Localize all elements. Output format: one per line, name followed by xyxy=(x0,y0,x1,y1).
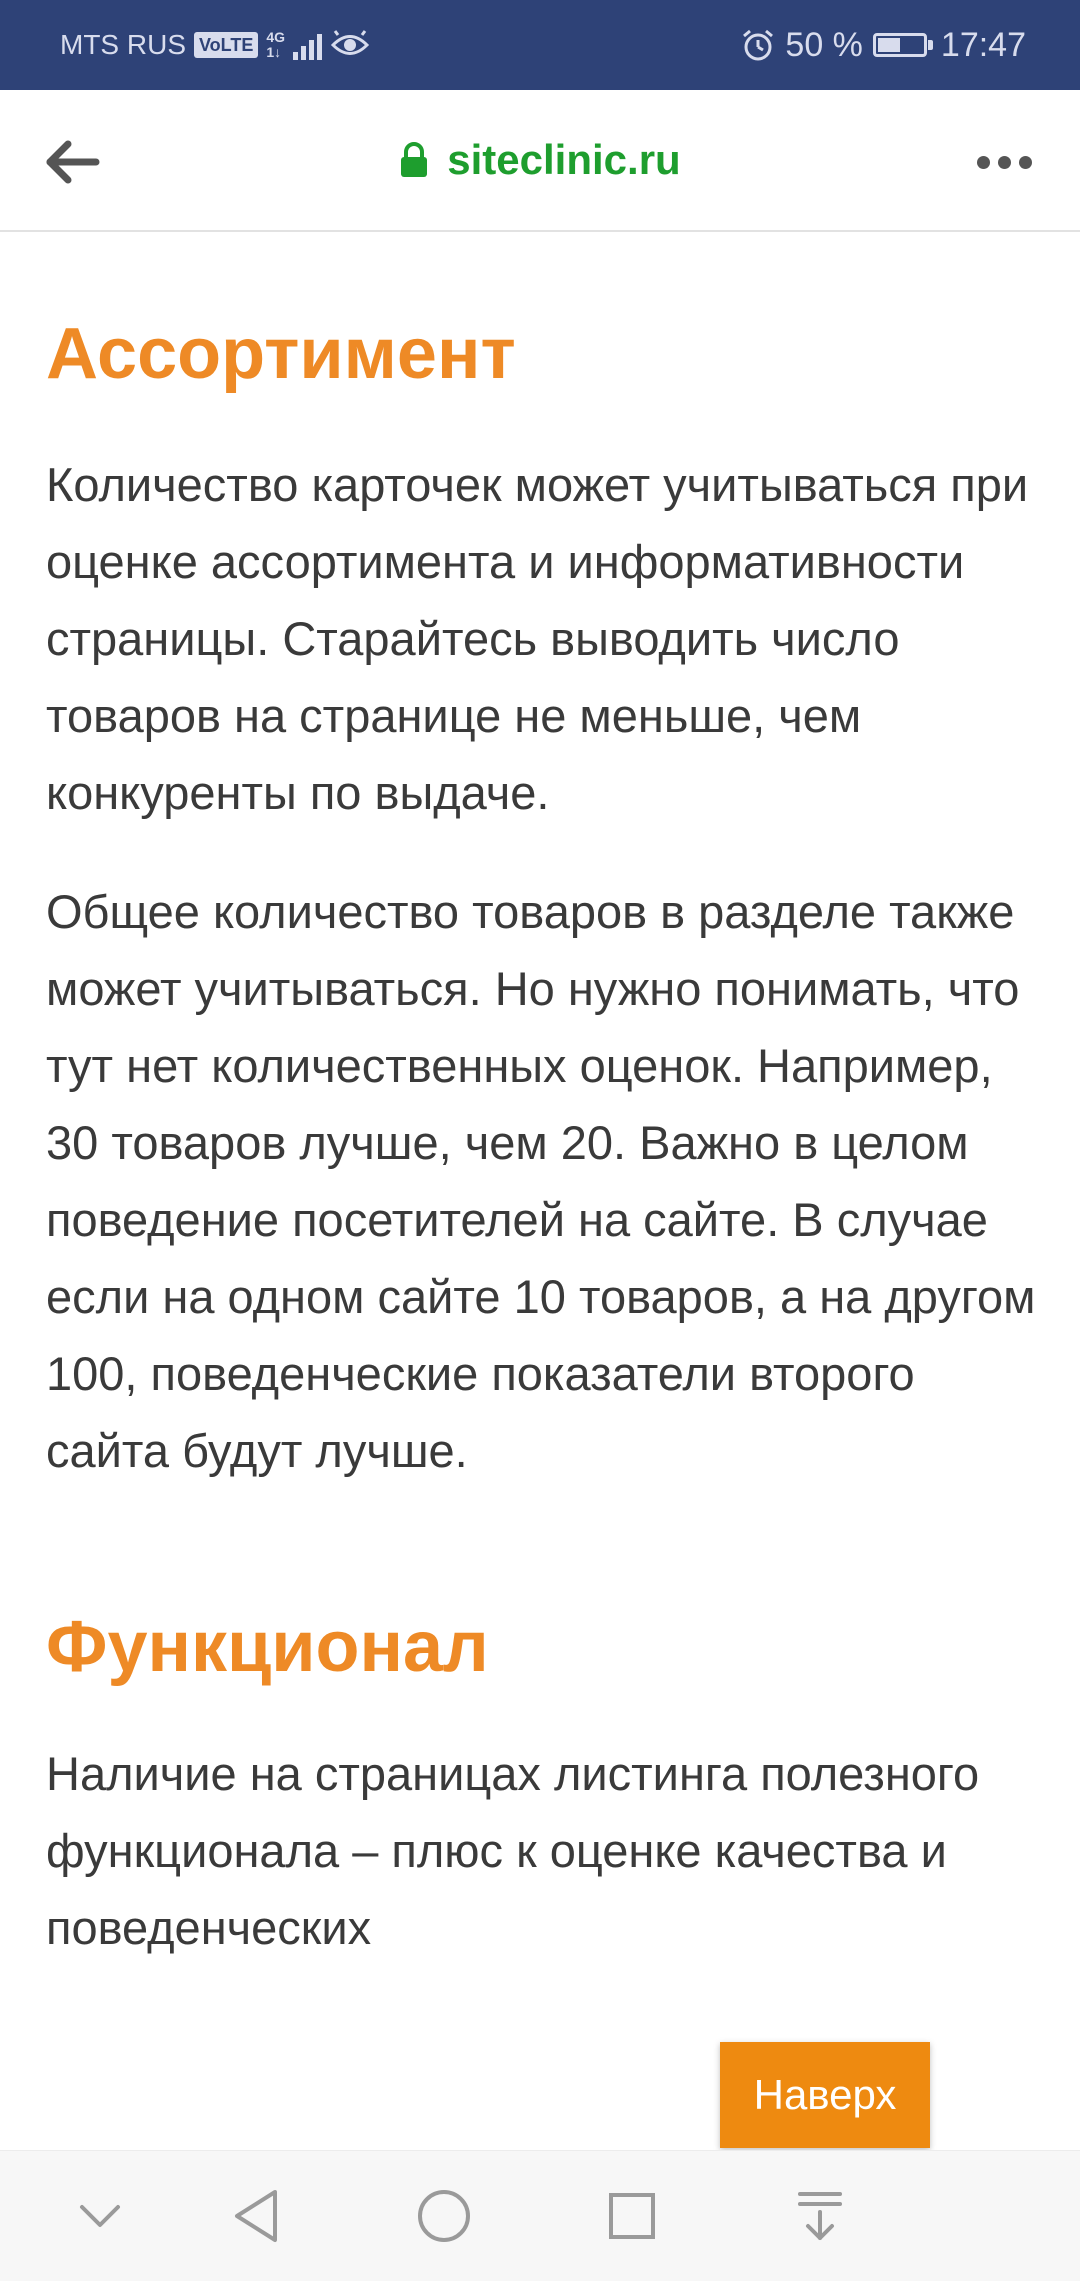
status-bar xyxy=(0,0,1080,90)
nav-back-button[interactable] xyxy=(216,2176,296,2256)
battery-percent: 50 % xyxy=(785,25,863,64)
signal-icon xyxy=(293,30,322,60)
more-menu-button[interactable] xyxy=(964,126,1044,198)
back-triangle-icon xyxy=(231,2188,281,2244)
address-bar[interactable] xyxy=(0,90,1080,230)
more-icon-dot xyxy=(977,156,990,169)
more-icon-dot xyxy=(1019,156,1032,169)
scroll-to-top-button[interactable]: Наверх xyxy=(720,2042,930,2148)
battery-level xyxy=(878,38,900,52)
nav-recents-button[interactable] xyxy=(592,2176,672,2256)
more-icon-dot xyxy=(998,156,1011,169)
lock-icon xyxy=(399,141,429,179)
system-nav-bar xyxy=(0,2150,1080,2281)
clock: 17:47 xyxy=(940,25,1026,64)
paragraph: Наличие на страницах листинга полезного функционала – плюс к оценке качества и поведенческих xyxy=(46,1747,980,1954)
paragraph: Количество карточек может учитываться при оценке ассортимента и информативности страницы. Старайтесь выводить число товаров на странице не меньше, чем конкуренты по выдаче. xyxy=(46,458,1029,819)
status-right xyxy=(741,0,1026,90)
nav-home-button[interactable] xyxy=(404,2176,484,2256)
network-type-label: 4G xyxy=(266,29,286,45)
battery-icon xyxy=(873,33,927,57)
network-type xyxy=(266,30,285,60)
network-sub-label: 1↓ xyxy=(266,44,282,60)
section-heading-functionality: Функционал xyxy=(46,1607,489,1687)
eye-icon xyxy=(330,30,370,60)
alarm-icon xyxy=(741,28,775,62)
url-text: siteclinic.ru xyxy=(447,136,681,183)
volte-badge: VoLTE xyxy=(194,32,258,58)
nav-download-button[interactable] xyxy=(780,2176,860,2256)
article-content xyxy=(46,232,1036,2150)
recents-square-icon xyxy=(607,2191,657,2241)
carrier-name: MTS RUS xyxy=(60,29,186,60)
collapse-nav-button[interactable] xyxy=(60,2176,140,2256)
home-circle-icon xyxy=(416,2188,472,2244)
status-left xyxy=(60,0,370,90)
section-heading-assortment: Ассортимент xyxy=(46,314,516,394)
paragraph: Общее количество товаров в разделе также может учитываться. Но нужно понимать, что тут нет количественных оценок. Например, 30 товаров лучше, чем 20. Важно в целом поведение посетителей на сайте. В случае если на одном сайте 10 товаров, а на другом 100, поведенческие показатели второго сайта будут лучше. xyxy=(46,885,1036,1477)
download-icon xyxy=(796,2188,844,2244)
browser-toolbar xyxy=(0,90,1080,232)
chevron-down-icon xyxy=(78,2201,122,2231)
